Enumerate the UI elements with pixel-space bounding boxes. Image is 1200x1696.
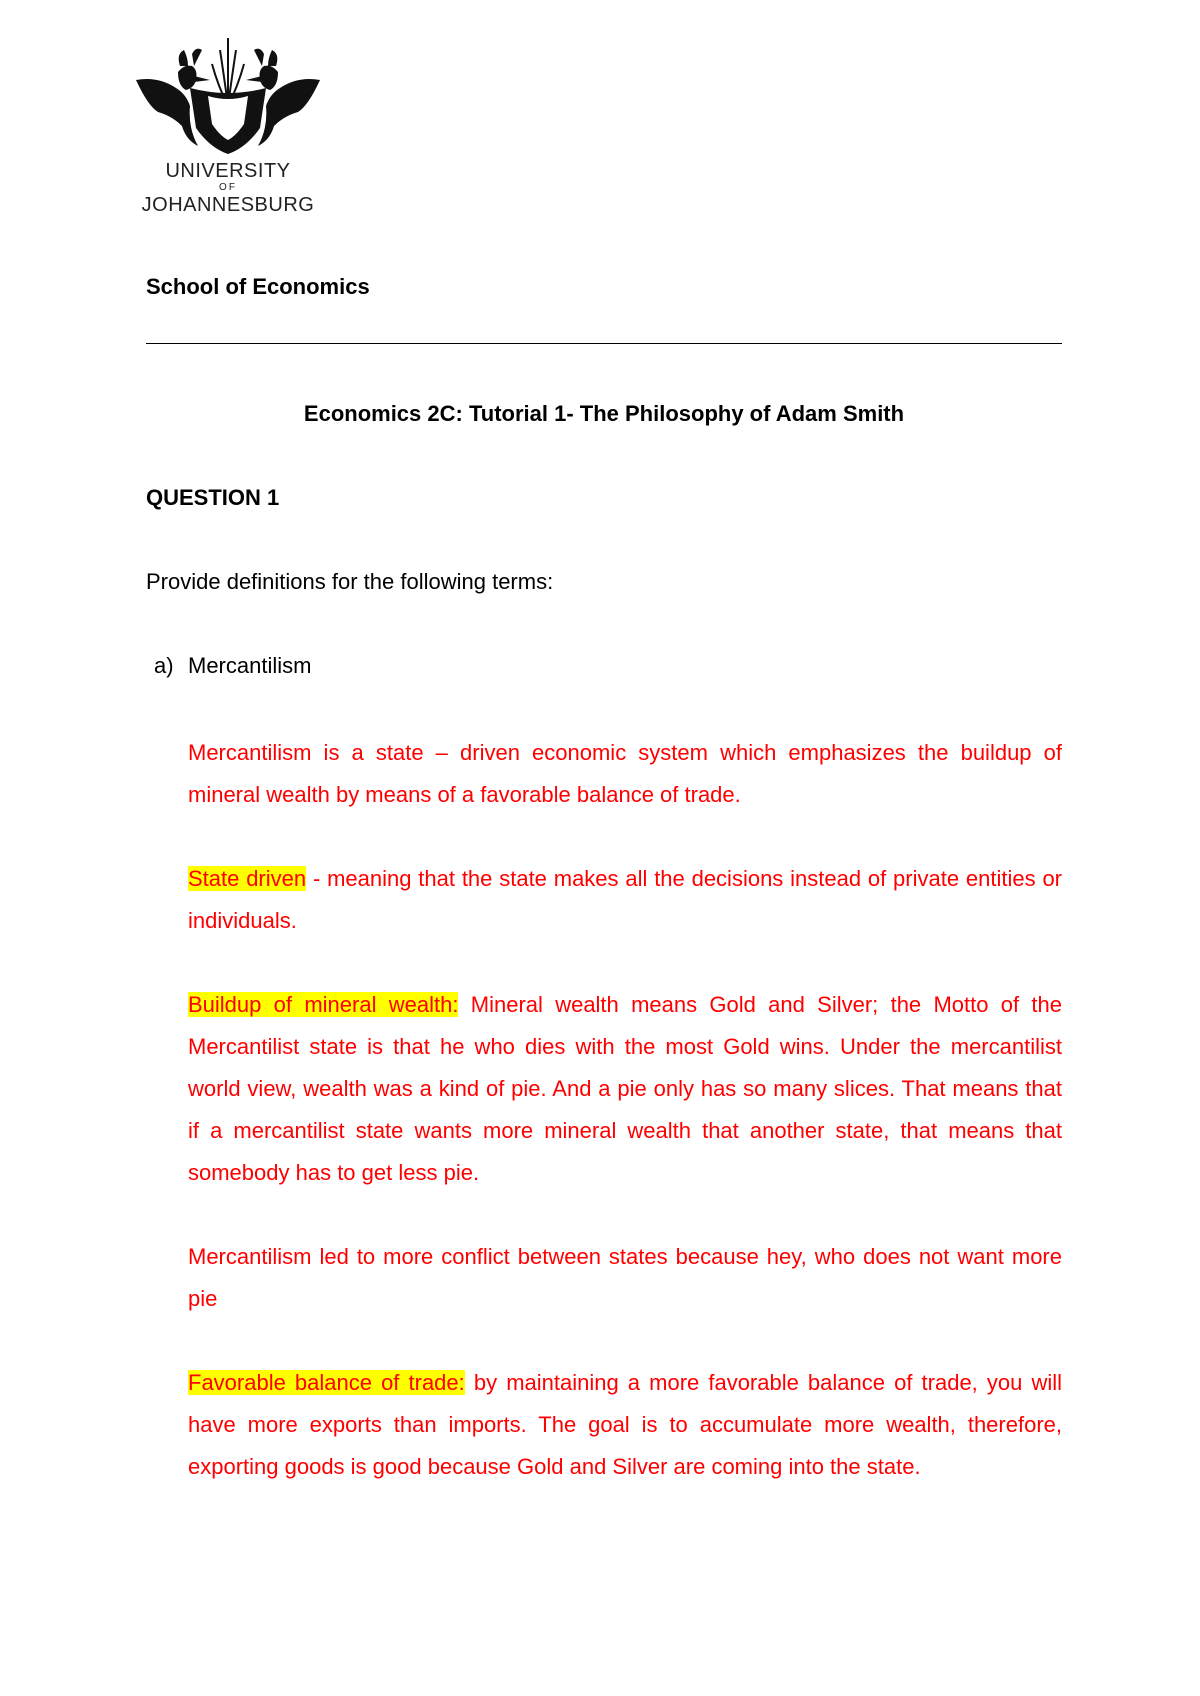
- paragraph-text: Mineral wealth means Gold and Silver; the Motto of the Mercantilist state is that he who dies with the most Gold wins. Under the mercantilist world view, wealth was a kind of pie. And a pie only has so many slices. That means that if a mercantilist state wants more mineral wealth that another state, that means that somebody has to get less pie.: [188, 992, 1063, 1185]
- highlighted-term: Buildup of mineral wealth:: [188, 992, 459, 1017]
- list-marker: a): [154, 653, 174, 678]
- answer-paragraph-definition: Mercantilism is a state – driven economic system which emphasizes the buildup of mineral wealth by means of a favorable balance of trade.: [188, 740, 1062, 807]
- logo-text-johannesburg: JOHANNESBURG: [141, 194, 315, 216]
- horizontal-rule: [146, 343, 1062, 344]
- logo-text-university: UNIVERSITY: [165, 160, 291, 182]
- answer-paragraph-state-driven: [188, 858, 1062, 942]
- logo-text-of: OF: [219, 182, 237, 193]
- paragraph-text: by maintaining a more favorable balance of trade, you will have more exports than imports. The goal is to accumulate more wealth, therefore, exporting goods is good because Gold and Silver are coming into the state.: [188, 1370, 1062, 1479]
- highlighted-term: Favorable balance of trade:: [188, 1370, 465, 1395]
- list-item-term: [154, 653, 311, 679]
- university-logo: [128, 36, 328, 216]
- answer-paragraph-mineral-wealth: [188, 984, 1062, 1194]
- question-instruction: Provide definitions for the following terms:: [146, 569, 554, 594]
- question-heading: QUESTION 1: [146, 485, 280, 510]
- term-label: Mercantilism: [188, 653, 312, 678]
- answer-paragraph-conflict: Mercantilism led to more conflict between states because hey, who does not want more pie: [188, 1244, 1062, 1311]
- crest-birds-icon: [128, 36, 328, 160]
- paragraph-text: - meaning that the state makes all the decisions instead of private entities or individuals.: [188, 866, 1063, 933]
- answer-paragraph-balance-of-trade: [188, 1362, 1062, 1488]
- document-title: Economics 2C: Tutorial 1- The Philosophy of Adam Smith: [303, 401, 905, 426]
- highlighted-term: State driven: [188, 866, 307, 891]
- school-name: School of Economics: [146, 274, 370, 299]
